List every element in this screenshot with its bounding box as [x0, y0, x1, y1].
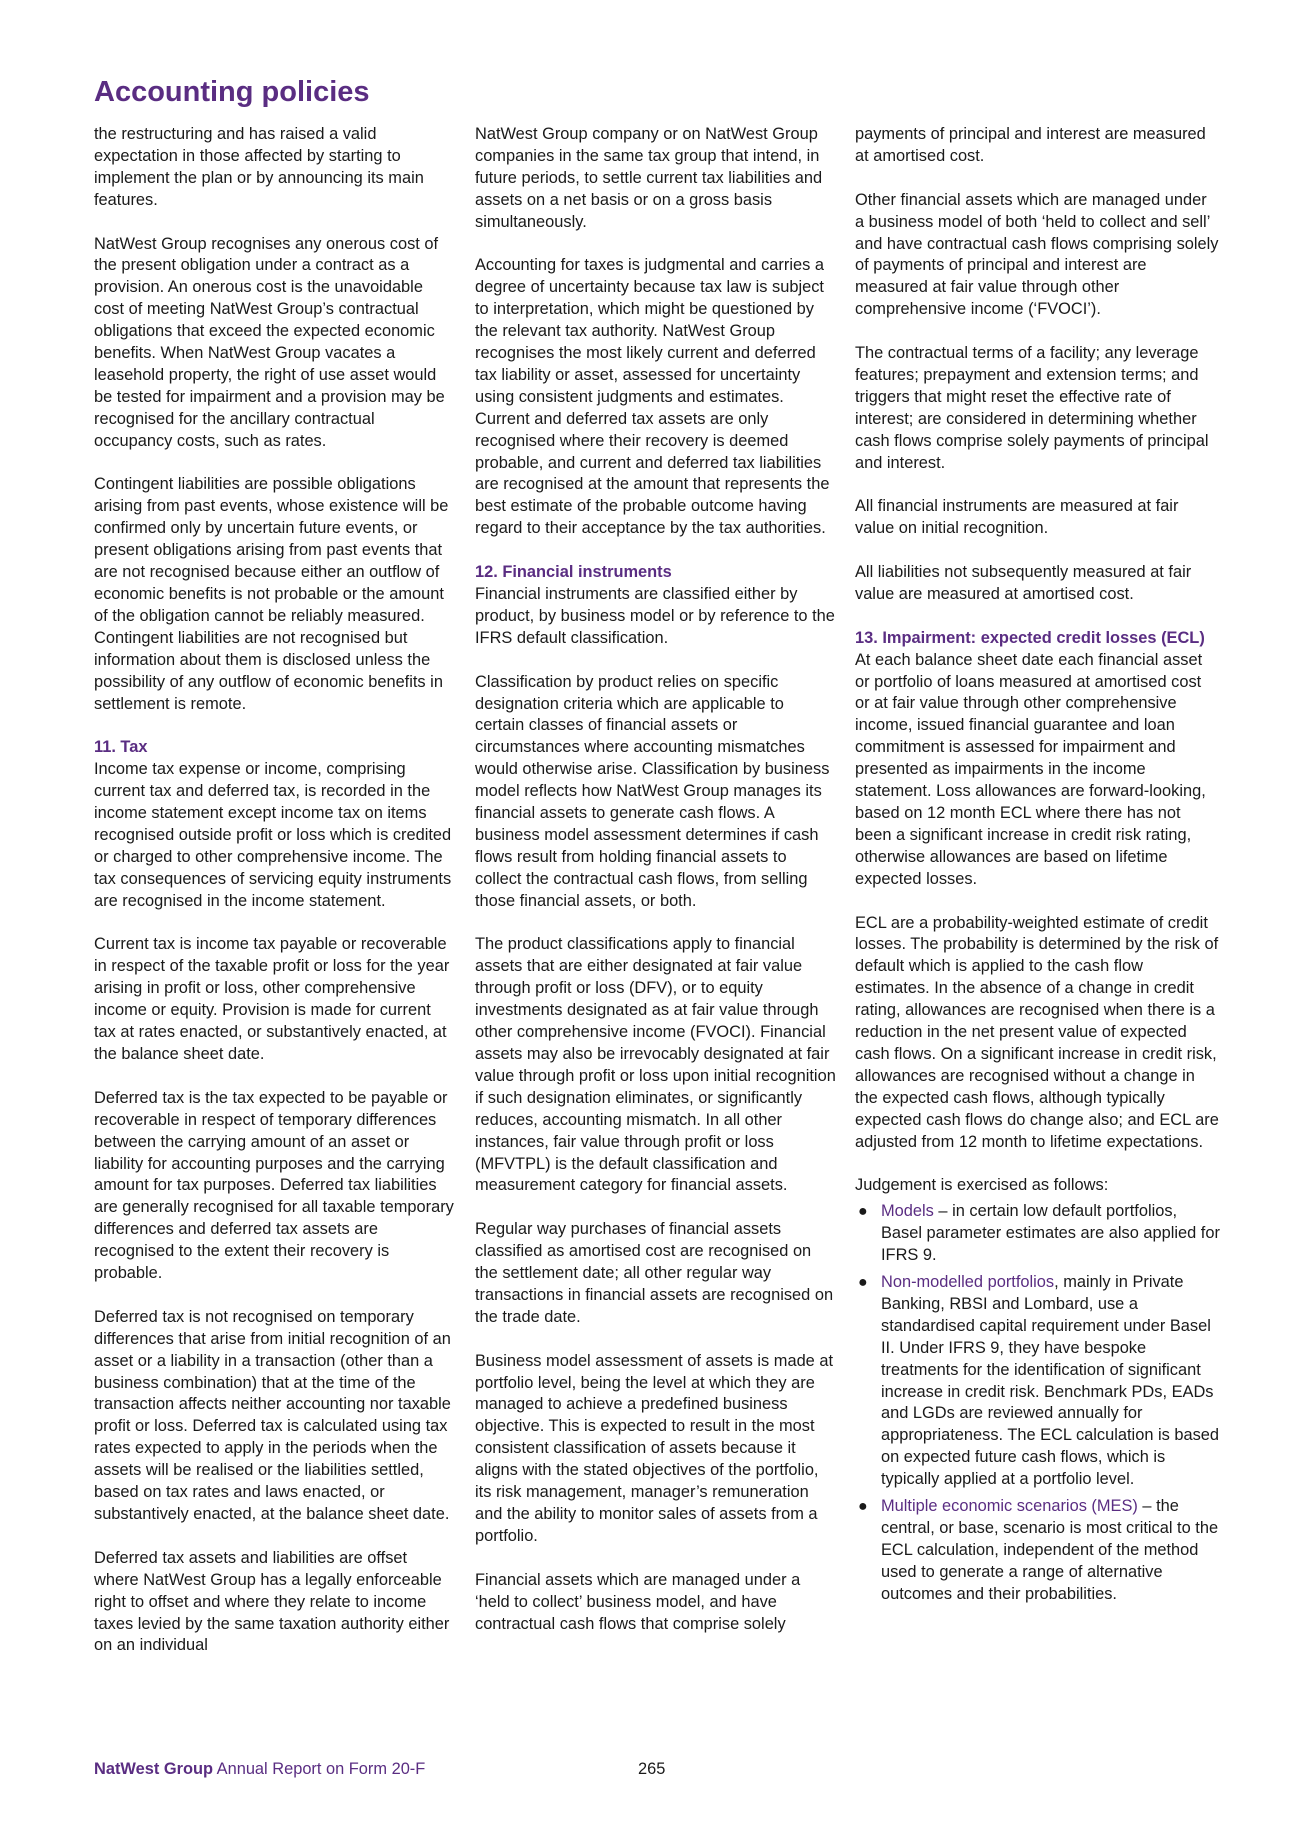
paragraph: All financial instruments are measured at fair value on initial recognition.	[855, 497, 1179, 538]
list-item	[855, 1272, 1220, 1491]
paragraph: Current tax is income tax payable or recoverable in respect of the taxable profit or loss for the year arising in profit or loss, other comprehensive income or equity. Provision is made for current tax at rates enacted, or substantively enacted, at the balance sheet date.	[94, 935, 450, 1063]
paragraph: Regular way purchases of financial assets classified as amortised cost are recognised on the settlement date; all other regular way transactions in financial assets are recognised on the trade date.	[475, 1220, 834, 1326]
page-title: Accounting policies	[94, 76, 370, 108]
paragraph: At each balance sheet date each financial asset or portfolio of loans measured at amortised cost or at fair value through other comprehensive income, issued financial guarantee and loan commitment is assessed for impairment and presented as impairments in the income statement. Loss allowances are forward-looking, based on 12 month ECL where there has not been a significant increase in credit risk rating, otherwise allowances are based on lifetime expected losses.	[855, 650, 1206, 888]
paragraph: The product classifications apply to financial assets that are either designated at fair value through profit or loss (DFV), or to equity investments designated as at fair value through other comprehensive income (FVOCI). Financial assets may also be irrevocably designated at fair value through profit or loss upon initial recognition if such designation eliminates, or significantly reduces, accounting mismatch. In all other instances, fair value through profit or loss (MFVTPL) is the default classification and measurement category for financial assets.	[475, 935, 836, 1195]
section-heading-financial-instruments: 12. Financial instruments	[475, 563, 672, 582]
paragraph: Income tax expense or income, comprising current tax and deferred tax, is recorded in the income statement except income tax on items recognised outside profit or loss which is credited or charged to other comprehensive income. The tax consequences of servicing equity instruments are recognised in the income statement.	[94, 760, 452, 910]
judgement-list	[855, 1201, 1220, 1605]
footer-report-title: Annual Report on Form 20-F	[216, 1760, 426, 1778]
paragraph: NatWest Group company or on NatWest Group companies in the same tax group that intend, in future periods, to settle current tax liabilities and assets on a net basis or on a gross basis simultaneously.	[475, 125, 823, 231]
column-right	[855, 124, 1220, 1611]
paragraph: Deferred tax is the tax expected to be payable or recoverable in respect of temporary differences between the carrying amount of an asset or liability for accounting purposes and the carrying amount for tax purposes. Deferred tax liabilities are generally recognised for all taxable temporary differences and deferred tax assets are recognised to the extent their recovery is probable.	[94, 1088, 454, 1283]
list-item	[855, 1496, 1220, 1606]
column-left	[94, 124, 456, 1679]
column-middle	[475, 124, 837, 1657]
paragraph: Business model assessment of assets is made at portfolio level, being the level at which they are managed to achieve a predefined business objective. This is expected to result in the most consistent classification of assets because it aligns with the stated objectives of the portfolio, its risk management, manager’s remuneration and the ability to monitor sales of assets from a portfolio.	[475, 1351, 834, 1545]
paragraph: payments of principal and interest are measured at amortised cost.	[855, 125, 1206, 165]
bullet-icon: ●	[858, 1498, 868, 1516]
bullet-icon: ●	[858, 1274, 868, 1292]
page-number: 265	[638, 1760, 666, 1778]
list-item-text: – in certain low default portfolios, Basel parameter estimates are also applied for IFRS 9.	[881, 1202, 1220, 1265]
paragraph: Financial instruments are classified either by product, by business model or by reference to the IFRS default classification.	[475, 585, 835, 647]
paragraph: Judgement is exercised as follows:	[855, 1176, 1109, 1195]
paragraph: Deferred tax assets and liabilities are offset where NatWest Group has a legally enforceable right to offset and where they relate to income taxes levied by the same taxation authority either on an individual	[94, 1548, 450, 1655]
multiple-economic-scenarios-link[interactable]: Multiple economic scenarios (MES)	[881, 1497, 1138, 1516]
list-item	[855, 1201, 1220, 1267]
paragraph: Contingent liabilities are possible obligations arising from past events, whose existence will be confirmed only by uncertain future events, or present obligations arising from past events that are not recognised because either an outflow of economic benefits is not probable or the amount of the obligation cannot be reliably measured. Contingent liabilities are not recognised but information about them is disclosed unless the possibility of any outflow of economic benefits in settlement is remote.	[94, 475, 449, 713]
paragraph: All liabilities not subsequently measured at fair value are measured at amortised cost.	[855, 563, 1192, 603]
section-heading-tax: 11. Tax	[94, 738, 148, 757]
bullet-icon: ●	[858, 1203, 868, 1221]
list-item-text: , mainly in Private Banking, RBSI and Lombard, use a standardised capital requirement under Basel II. Under IFRS 9, they have bespoke treatments for the identification of significant increase in credit risk. Benchmark PDs, EADs and LGDs are reviewed annually for appropriateness. The ECL calculation is based on expected future cash flows, which is typically applied at a portfolio level.	[881, 1273, 1220, 1489]
paragraph: The contractual terms of a facility; any leverage features; prepayment and extension terms; and triggers that might reset the effective rate of interest; are considered in determining whether cash flows comprise solely payments of principal and interest.	[855, 344, 1209, 472]
section-heading-impairment: 13. Impairment: expected credit losses (ECL)	[855, 628, 1205, 647]
paragraph: Financial assets which are managed under a ‘held to collect’ business model, and have contractual cash flows that comprise solely	[475, 1570, 801, 1633]
models-link[interactable]: Models	[881, 1202, 934, 1221]
footer	[94, 1760, 425, 1779]
non-modelled-portfolios-link[interactable]: Non-modelled portfolios	[881, 1273, 1055, 1292]
footer-brand: NatWest Group	[94, 1760, 213, 1778]
paragraph: NatWest Group recognises any onerous cost of the present obligation under a contract as a provision. An onerous cost is the unavoidable cost of meeting NatWest Group’s contractual obligations that exceed the expected economic benefits. When NatWest Group vacates a leasehold property, the right of use asset would be tested for impairment and a provision may be recognised for the ancillary contractual occupancy costs, such as rates.	[94, 234, 445, 450]
list-item-text: – the central, or base, scenario is most critical to the ECL calculation, independent of the method used to generate a range of alternative outcomes and their probabilities.	[881, 1497, 1219, 1603]
paragraph: Accounting for taxes is judgmental and carries a degree of uncertainty because tax law is subject to interpretation, which might be questioned by the relevant tax authority. NatWest Group recognises the most likely current and deferred tax liability or asset, assessed for uncertainty using consistent judgments and estimates. Current and deferred tax assets are only recognised where their recovery is deemed probable, and current and deferred tax liabilities are recognised at the amount that represents the best estimate of the probable outcome having regard to their acceptance by the tax authorities.	[475, 256, 830, 538]
paragraph: Deferred tax is not recognised on temporary differences that arise from initial recognition of an asset or a liability in a transaction (other than a business combination) that at the time of the transaction affects neither accounting nor taxable profit or loss. Deferred tax is calculated using tax rates expected to apply in the periods when the assets will be realised or the liabilities settled, based on tax rates and laws enacted, or substantively enacted, at the balance sheet date.	[94, 1307, 451, 1523]
paragraph: Other financial assets which are managed under a business model of both ‘held to collect and sell’ and have contractual cash flows comprising solely of payments of principal and interest are measured at fair value through other comprehensive income (‘FVOCI’).	[855, 190, 1219, 319]
paragraph: Classification by product relies on specific designation criteria which are applicable to certain classes of financial assets or circumstances where accounting mismatches would otherwise arise. Classification by business model reflects how NatWest Group manages its financial assets to generate cash flows. A business model assessment determines if cash flows result from holding financial assets to collect the contractual cash flows, from selling those financial assets, or both.	[475, 672, 830, 910]
paragraph: the restructuring and has raised a valid expectation in those affected by starting to implement the plan or by announcing its main features.	[94, 125, 424, 209]
paragraph: ECL are a probability-weighted estimate of credit losses. The probability is determined by the risk of default which is applied to the cash flow estimates. In the absence of a change in credit rating, allowances are recognised when there is a reduction in the net present value of expected cash flows. On a significant increase in credit risk, allowances are recognised without a change in the expected cash flows, although typically expected cash flows do change also; and ECL are adjusted from 12 month to lifetime expectations.	[855, 913, 1219, 1151]
